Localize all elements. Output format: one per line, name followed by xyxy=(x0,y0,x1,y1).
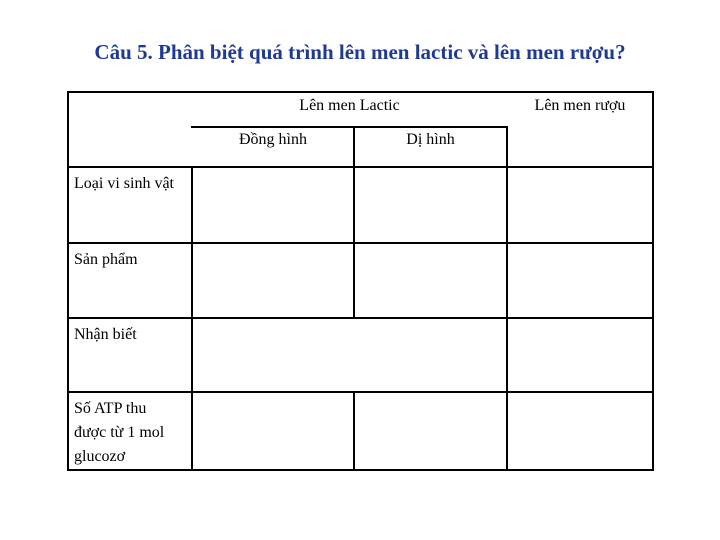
header-hetero: Dị hình xyxy=(406,131,455,148)
answer-cell-alcohol-atp[interactable] xyxy=(508,393,652,469)
answer-cell-alcohol-product[interactable] xyxy=(508,244,652,317)
answer-cell-alcohol-microorganism[interactable] xyxy=(508,168,652,242)
row-label-microorganism: Loại vi sinh vật xyxy=(74,175,174,192)
answer-cell-hetero-product[interactable] xyxy=(355,244,506,317)
answer-cell-hetero-microorganism[interactable] xyxy=(355,168,506,242)
comparison-table xyxy=(67,91,654,471)
header-alcohol: Lên men rượu xyxy=(534,97,626,114)
page-title: Câu 5. Phân biệt quá trình lên men lactic và lên men rượu? xyxy=(94,40,626,64)
answer-cell-hetero-atp[interactable] xyxy=(355,393,506,469)
row-label-product: Sản phẩm xyxy=(74,251,138,268)
table-border-bottom xyxy=(67,469,654,471)
table-border-right xyxy=(652,91,654,471)
answer-cell-homo-product[interactable] xyxy=(193,244,353,317)
header-homo: Đồng hình xyxy=(239,131,307,148)
answer-cell-lactic-identification[interactable] xyxy=(193,319,506,391)
row-label-identification: Nhận biết xyxy=(74,326,137,343)
answer-cell-homo-atp[interactable] xyxy=(193,393,353,469)
row-label-atp-yield: Số ATP thu được từ 1 mol glucozơ xyxy=(74,400,165,465)
table-border-top xyxy=(67,91,654,93)
answer-cell-alcohol-identification[interactable] xyxy=(508,319,652,391)
header-lactic: Lên men Lactic xyxy=(299,97,400,114)
answer-cell-homo-microorganism[interactable] xyxy=(193,168,353,242)
